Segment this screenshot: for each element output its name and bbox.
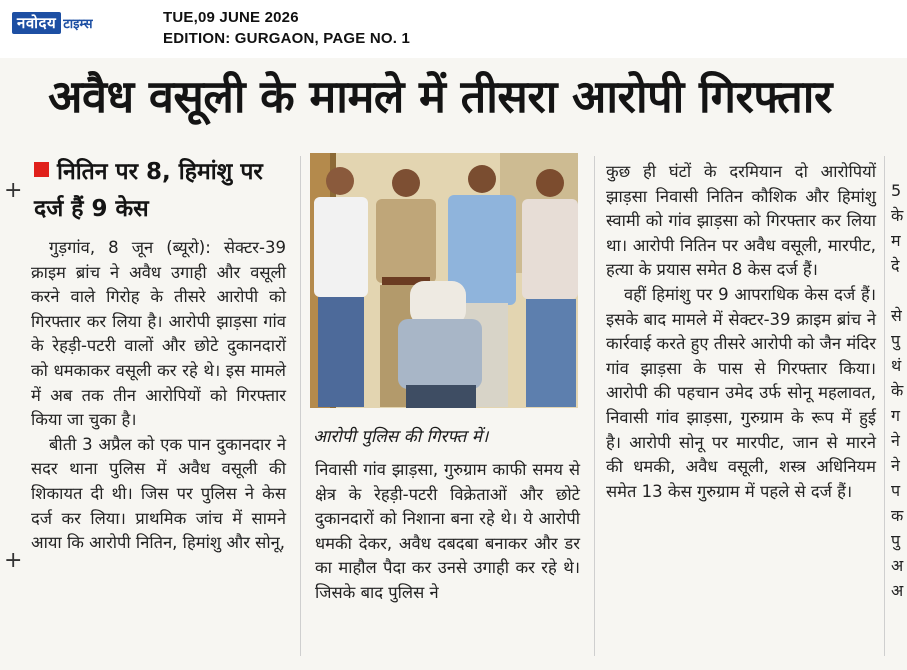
article-paragraph: कुछ ही घंटों के दरमियान दो आरोपियों झाड़सा निवासी नितिन कौशिक और हिमांशु स्वामी को गांव झाड़सा को गिरफ्तार कर लिया था। आरोपी नितिन पर अवैध वसूली, मारपीट, हत्या के प्रयास समेत 8 केस दर्ज हैं। [606, 162, 876, 280]
subheadline-text: नितिन पर 8, हिमांशु पर दर्ज हैं 9 केस [34, 159, 263, 222]
logo-wordmark: नवोदय [12, 12, 61, 34]
article-photo[interactable] [310, 153, 578, 408]
crop-mark-icon: + [4, 178, 23, 203]
article-paragraph: बीती 3 अप्रैल को एक पान दुकानदार ने सदर थाना पुलिस में अवैध वसूली की शिकायत दी थी। जिस पर पुलिस ने केस दर्ज कर लिया। प्राथमिक जांच में सामने आया कि आरोपी नितिन, हिमांशु और सोनू, [31, 434, 286, 553]
column-divider [884, 156, 885, 656]
photo-illustration [310, 153, 578, 408]
article-column-2 [315, 458, 580, 606]
column-divider [300, 156, 301, 656]
red-square-bullet-icon [34, 162, 49, 177]
photo-caption: आरोपी पुलिस की गिरफ्त में। [313, 427, 489, 447]
article-paragraph: निवासी गांव झाड़सा, गुरुग्राम काफी समय से क्षेत्र के रेहड़ी-पटरी विक्रेताओं और छोटे दुकानदारों को निशाना बना रहे थे। ये आरोपी धमकी देकर, अवैध दबदबा बनाकर और डर का माहौल पैदा कर उनसे उगाही कर रहे थे। जिसके बाद पुलिस ने [315, 460, 580, 602]
article-headline: अवैध वसूली के मामले में तीसरा आरोपी गिरफ्तार [48, 70, 832, 123]
article-column-3 [606, 160, 876, 504]
crop-mark-icon: + [4, 548, 23, 573]
column-divider [594, 156, 595, 656]
article-column-1 [31, 236, 286, 556]
news-clipping [0, 58, 907, 670]
edition-header [0, 0, 907, 59]
logo-subtitle: टाइम्स [63, 17, 93, 32]
newspaper-logo[interactable] [12, 12, 93, 38]
article-paragraph: वहीं हिमांशु पर 9 आपराधिक केस दर्ज हैं। इसके बाद मामले में सेक्टर-39 क्राइम ब्रांच ने कार्रवाई करते हुए तीसरे आरोपी को जैन मंदिर गांव झाड़सा के पास से गिरफ्तार किया। आरोपी की पहचान उमेद उर्फ सोनू महलावत, निवासी गांव झाड़सा, गुरुग्राम के रूप में हुई है। आरोपी सोनू पर मारपीट, जान से मारने की धमकी, अवैध वसूली, शस्त्र अधिनियम समेत 13 केस गुरुग्राम में पहले से दर्ज हैं। [606, 284, 876, 501]
edition-page-info: EDITION: GURGAON, PAGE NO. 1 [163, 30, 411, 47]
cropped-column-fragment: 5 के म दे से पु थं के ग ने ने प क पु अ अ [891, 181, 904, 600]
edition-date: TUE,09 JUNE 2026 [163, 9, 299, 26]
article-paragraph: गुड़गांव, 8 जून (ब्यूरो): सेक्टर-39 क्राइम ब्रांच ने अवैध उगाही और वसूली करने वाले गिरोह के तीसरे आरोपी को गिरफ्तार कर लिया है। आरोपी झाड़सा गांव के रेहड़ी-पटरी वालों और छोटे दुकानदारों को धमकाकर वसूली कर रहे थे। इस मामले में अब तक तीन आरोपियों को गिरफ्तार किया जा चुका है। [31, 238, 286, 430]
article-subheadline [34, 154, 294, 228]
